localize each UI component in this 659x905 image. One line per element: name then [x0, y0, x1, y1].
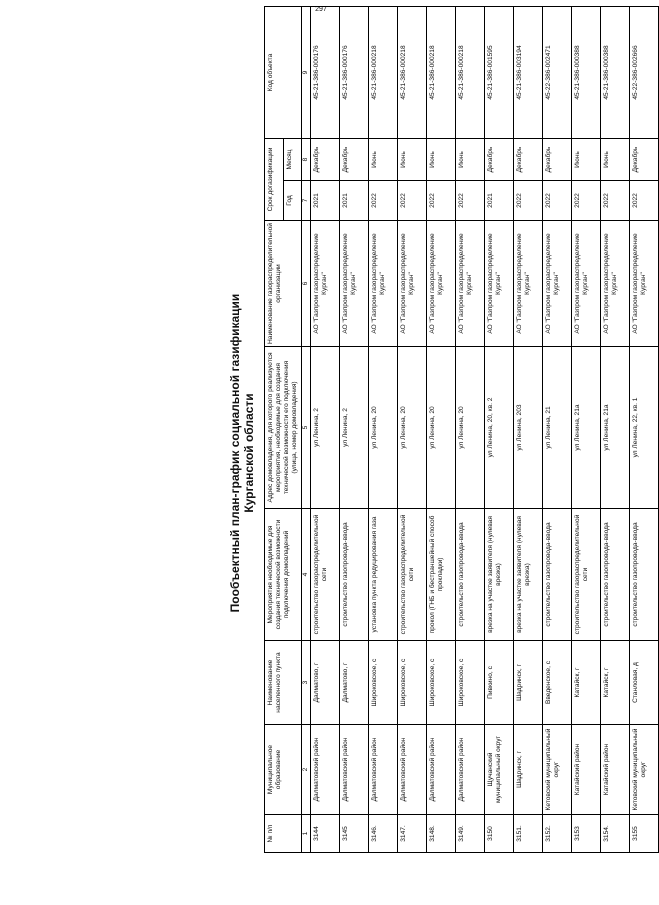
column-number: 7	[302, 181, 311, 221]
object-code-cell: 45-21-386-001595	[485, 7, 514, 139]
header-row	[265, 7, 284, 853]
municipality-cell: Далматовский район	[398, 725, 427, 815]
object-code-cell: 45-21-386-000176	[340, 7, 369, 139]
measure-cell: строительство газопровода-ввода	[601, 509, 630, 641]
address-cell: ул Ленина, 20	[456, 347, 485, 509]
rotated-page	[0, 13, 647, 893]
object-code-cell: 45-21-386-000388	[601, 7, 630, 139]
row-number: 3153	[572, 815, 601, 853]
organization-cell: АО "Газпром газораспределение Курган"	[630, 221, 659, 347]
organization-cell: АО "Газпром газораспределение Курган"	[601, 221, 630, 347]
month-cell: Декабрь	[630, 139, 659, 181]
object-code-cell: 45-22-386-002666	[630, 7, 659, 139]
header-organization: Наименование газораспределительной организации	[265, 221, 302, 347]
measure-cell: строительство газораспределительной сети	[572, 509, 601, 641]
table-row	[485, 7, 514, 853]
table-row	[630, 7, 659, 853]
table-row	[311, 7, 340, 853]
title-block	[228, 13, 256, 893]
column-number: 8	[302, 139, 311, 181]
year-cell: 2022	[514, 181, 543, 221]
address-cell: ул Ленина, 21а	[572, 347, 601, 509]
row-number: 3145	[340, 815, 369, 853]
organization-cell: АО "Газпром газораспределение Курган"	[311, 221, 340, 347]
address-cell: ул Ленина, 22, кв. 1	[630, 347, 659, 509]
row-number: 3147.	[398, 815, 427, 853]
column-number: 5	[302, 347, 311, 509]
object-code-cell: 45-22-386-002471	[543, 7, 572, 139]
year-cell: 2021	[485, 181, 514, 221]
settlement-cell: Станловая, д	[630, 641, 659, 725]
address-cell: ул Ленина, 20	[398, 347, 427, 509]
row-number: 3149.	[456, 815, 485, 853]
header-deadline: Срок догазификации	[265, 139, 284, 221]
organization-cell: АО "Газпром газораспределение Курган"	[514, 221, 543, 347]
organization-cell: АО "Газпром газораспределение Курган"	[340, 221, 369, 347]
header-address: Адрес домовладения, для которого реализуются мероприятия, необходимые для создания технической возможности его подключения (улица, номер домовладения)	[265, 347, 302, 509]
header-settlement: Наименование населенного пункта	[265, 641, 302, 725]
page-number: 297	[315, 6, 327, 13]
year-cell: 2022	[572, 181, 601, 221]
year-cell: 2021	[340, 181, 369, 221]
month-cell: Июнь	[398, 139, 427, 181]
municipality-cell: Катайский район	[572, 725, 601, 815]
table-row	[427, 7, 456, 853]
municipality-cell: Далматовский район	[340, 725, 369, 815]
row-number: 3146.	[369, 815, 398, 853]
municipality-cell: Кетовский муниципальный округ	[543, 725, 572, 815]
object-code-cell: 45-21-386-003194	[514, 7, 543, 139]
row-number: 3151.	[514, 815, 543, 853]
measure-cell: строительство газопровода-ввода	[456, 509, 485, 641]
settlement-cell: Пивкино, с	[485, 641, 514, 725]
address-cell: ул Ленина, 2	[311, 347, 340, 509]
column-number: 2	[302, 725, 311, 815]
settlement-cell: Широковское, с	[456, 641, 485, 725]
month-cell: Декабрь	[311, 139, 340, 181]
organization-cell: АО "Газпром газораспределение Курган"	[427, 221, 456, 347]
table-row	[601, 7, 630, 853]
row-number: 3144	[311, 815, 340, 853]
address-cell: ул Ленина, 20	[369, 347, 398, 509]
column-number: 3	[302, 641, 311, 725]
table-row	[369, 7, 398, 853]
settlement-cell: Далматово, г	[340, 641, 369, 725]
header-object-code: Код объекта	[265, 7, 302, 139]
settlement-cell: Шадринск, г	[514, 641, 543, 725]
object-code-cell: 45-21-386-000176	[311, 7, 340, 139]
month-cell: Июнь	[427, 139, 456, 181]
measure-cell: строительство газопровода-ввода	[630, 509, 659, 641]
header-month: Месяц	[283, 139, 302, 181]
year-cell: 2022	[456, 181, 485, 221]
header-measures: Мероприятия необходимые для создания технической возможности подключения домовладений	[265, 509, 302, 641]
address-cell: ул Ленина, 203	[514, 347, 543, 509]
column-number: 9	[302, 7, 311, 139]
year-cell: 2022	[427, 181, 456, 221]
row-number: 3152.	[543, 815, 572, 853]
address-cell: ул Ленина, 21а	[601, 347, 630, 509]
year-cell: 2022	[369, 181, 398, 221]
organization-cell: АО "Газпром газораспределение Курган"	[456, 221, 485, 347]
year-cell: 2022	[630, 181, 659, 221]
month-cell: Декабрь	[485, 139, 514, 181]
municipality-cell: Шадринск, г	[514, 725, 543, 815]
year-cell: 2022	[543, 181, 572, 221]
table-row	[456, 7, 485, 853]
address-cell: ул Ленина, 20	[427, 347, 456, 509]
measure-cell: строительство газораспределительной сети	[398, 509, 427, 641]
title-line-2: Курганской области	[242, 393, 256, 513]
organization-cell: АО "Газпром газораспределение Курган"	[572, 221, 601, 347]
table-row	[340, 7, 369, 853]
object-code-cell: 45-21-386-000218	[456, 7, 485, 139]
measure-cell: строительство газопровода-ввода	[543, 509, 572, 641]
header-year: Год	[283, 181, 302, 221]
month-cell: Декабрь	[543, 139, 572, 181]
measure-cell: установка пункта редуцирования газа	[369, 509, 398, 641]
organization-cell: АО "Газпром газораспределение Курган"	[369, 221, 398, 347]
settlement-cell: Катайск, г	[601, 641, 630, 725]
measure-cell: строительство газораспределительной сети	[311, 509, 340, 641]
settlement-cell: Катайск, г	[572, 641, 601, 725]
row-number: 3148.	[427, 815, 456, 853]
table-row	[398, 7, 427, 853]
month-cell: Июнь	[572, 139, 601, 181]
year-cell: 2022	[398, 181, 427, 221]
object-code-cell: 45-21-386-000218	[427, 7, 456, 139]
measure-cell: врезка на участке заявителя (нулевая врезка)	[514, 509, 543, 641]
municipality-cell: Далматовский район	[427, 725, 456, 815]
object-code-cell: 45-21-386-000218	[369, 7, 398, 139]
address-cell: ул Ленина, 21	[543, 347, 572, 509]
object-code-cell: 45-21-386-000388	[572, 7, 601, 139]
settlement-cell: Широковское, с	[369, 641, 398, 725]
row-number: 3154.	[601, 815, 630, 853]
organization-cell: АО "Газпром газораспределение Курган"	[485, 221, 514, 347]
table-row	[543, 7, 572, 853]
table-row	[572, 7, 601, 853]
month-cell: Июнь	[369, 139, 398, 181]
municipality-cell: Далматовский район	[456, 725, 485, 815]
organization-cell: АО "Газпром газораспределение Курган"	[543, 221, 572, 347]
table-row	[514, 7, 543, 853]
settlement-cell: Введенское, с	[543, 641, 572, 725]
municipality-cell: Далматовский район	[311, 725, 340, 815]
municipality-cell: Катайский район	[601, 725, 630, 815]
measure-cell: строительство газопровода-ввода	[340, 509, 369, 641]
month-cell: Декабрь	[340, 139, 369, 181]
organization-cell: АО "Газпром газораспределение Курган"	[398, 221, 427, 347]
month-cell: Декабрь	[514, 139, 543, 181]
address-cell: ул Ленина, 20, кв. 2	[485, 347, 514, 509]
settlement-cell: Широковское, с	[398, 641, 427, 725]
measure-cell: прокол (ГНБ и бестраншейный способ прокладки)	[427, 509, 456, 641]
column-number: 1	[302, 815, 311, 853]
year-cell: 2022	[601, 181, 630, 221]
gasification-table	[264, 6, 659, 853]
year-cell: 2021	[311, 181, 340, 221]
month-cell: Июнь	[456, 139, 485, 181]
settlement-cell: Широковское, с	[427, 641, 456, 725]
header-number: № п/п	[265, 815, 302, 853]
row-number: 3150	[485, 815, 514, 853]
municipality-cell: Далматовский район	[369, 725, 398, 815]
month-cell: Июнь	[601, 139, 630, 181]
municipality-cell: Кетовский муниципальный округ	[630, 725, 659, 815]
object-code-cell: 45-21-386-000218	[398, 7, 427, 139]
header-municipality: Муниципальное образование	[265, 725, 302, 815]
row-number: 3155	[630, 815, 659, 853]
column-number: 6	[302, 221, 311, 347]
address-cell: ул Ленина, 2	[340, 347, 369, 509]
title-line-1: Пообъектный план-график социальной газификации	[228, 293, 242, 613]
settlement-cell: Далматово, г	[311, 641, 340, 725]
column-number-row	[302, 7, 311, 853]
column-number: 4	[302, 509, 311, 641]
measure-cell: врезка на участке заявителя (нулевая врезка)	[485, 509, 514, 641]
municipality-cell: Щучанский муниципальный округ	[485, 725, 514, 815]
